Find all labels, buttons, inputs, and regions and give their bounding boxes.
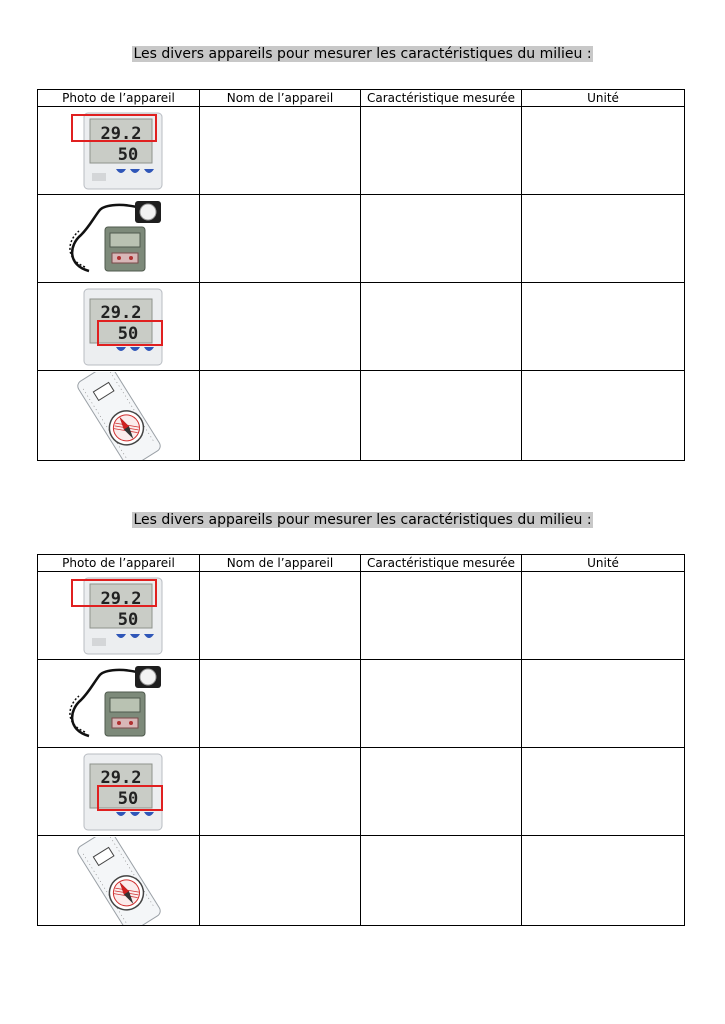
device-photo-cell	[38, 283, 200, 371]
unit-cell[interactable]	[522, 572, 685, 660]
characteristic-cell[interactable]	[361, 107, 522, 195]
table-row	[38, 195, 685, 283]
lcd-temperature-text: 29.2	[100, 767, 141, 788]
thermo-hygrometer-humidity-highlight-icon	[66, 285, 172, 369]
lcd-humidity-text: 50	[117, 144, 138, 165]
light-meter-icon	[59, 662, 179, 746]
device-photo-cell	[38, 107, 200, 195]
characteristic-cell[interactable]	[361, 572, 522, 660]
unit-cell[interactable]	[522, 748, 685, 836]
section-title: Les divers appareils pour mesurer les caractéristiques du milieu :	[133, 512, 592, 528]
header-photo: Photo de l’appareil	[38, 555, 200, 572]
light-meter-icon	[59, 197, 179, 281]
device-photo-cell	[38, 371, 200, 461]
unit-cell[interactable]	[522, 195, 685, 283]
device-name-cell[interactable]	[200, 283, 361, 371]
device-photo-cell	[38, 195, 200, 283]
characteristic-cell[interactable]	[361, 283, 522, 371]
lcd-temperature-text: 29.2	[100, 588, 141, 609]
lcd-humidity-text: 50	[117, 609, 138, 630]
header-unit: Unité	[522, 555, 685, 572]
device-photo-cell	[38, 572, 200, 660]
device-name-cell[interactable]	[200, 195, 361, 283]
unit-cell[interactable]	[522, 283, 685, 371]
device-photo-cell	[38, 748, 200, 836]
header-device-name: Nom de l’appareil	[200, 90, 361, 107]
characteristic-cell[interactable]	[361, 660, 522, 748]
lcd-humidity-text: 50	[117, 323, 138, 344]
characteristic-cell[interactable]	[361, 748, 522, 836]
measurement-table	[37, 554, 685, 926]
unit-cell[interactable]	[522, 107, 685, 195]
lcd-temperature-text: 29.2	[100, 302, 141, 323]
measurement-table	[37, 89, 685, 461]
header-characteristic: Caractéristique mesurée	[361, 90, 522, 107]
table-row	[38, 660, 685, 748]
device-name-cell[interactable]	[200, 660, 361, 748]
section-title: Les divers appareils pour mesurer les caractéristiques du milieu :	[133, 46, 592, 62]
unit-cell[interactable]	[522, 836, 685, 926]
table-row	[38, 836, 685, 926]
characteristic-cell[interactable]	[361, 195, 522, 283]
device-name-cell[interactable]	[200, 572, 361, 660]
table-header	[38, 555, 685, 572]
table-row	[38, 107, 685, 195]
lcd-temperature-text: 29.2	[100, 123, 141, 144]
thermo-hygrometer-humidity-highlight-icon	[66, 750, 172, 834]
table-row	[38, 283, 685, 371]
header-photo: Photo de l’appareil	[38, 90, 200, 107]
characteristic-cell[interactable]	[361, 371, 522, 461]
table-row	[38, 572, 685, 660]
thermo-hygrometer-temperature-highlight-icon	[66, 574, 172, 658]
lcd-humidity-text: 50	[117, 788, 138, 809]
device-photo-cell	[38, 836, 200, 926]
device-photo-cell	[38, 660, 200, 748]
unit-cell[interactable]	[522, 371, 685, 461]
thermo-hygrometer-temperature-highlight-icon	[66, 109, 172, 193]
device-name-cell[interactable]	[200, 748, 361, 836]
table-row	[38, 748, 685, 836]
header-characteristic: Caractéristique mesurée	[361, 555, 522, 572]
device-name-cell[interactable]	[200, 107, 361, 195]
characteristic-cell[interactable]	[361, 836, 522, 926]
unit-cell[interactable]	[522, 660, 685, 748]
table-row	[38, 371, 685, 461]
header-device-name: Nom de l’appareil	[200, 555, 361, 572]
device-name-cell[interactable]	[200, 836, 361, 926]
header-unit: Unité	[522, 90, 685, 107]
table-header	[38, 90, 685, 107]
compass-icon	[64, 837, 174, 925]
compass-icon	[64, 372, 174, 460]
device-name-cell[interactable]	[200, 371, 361, 461]
